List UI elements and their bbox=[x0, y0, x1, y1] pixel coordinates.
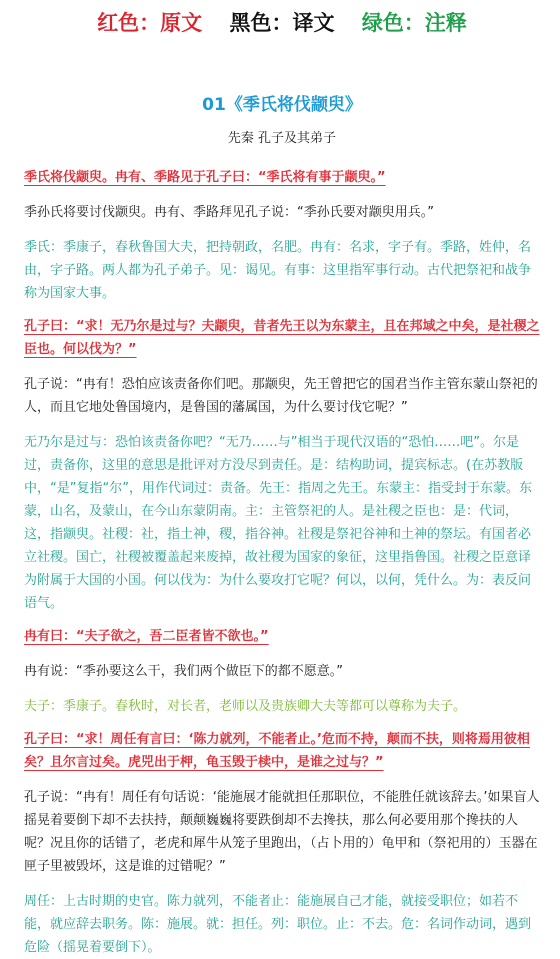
original-text-2: 孔子曰：“求！无乃尔是过与？夫颛臾，昔者先王以为东蒙主，且在邦域之中矣，是社稷之臣也。何以伐为？” bbox=[24, 319, 540, 357]
translation-text-1: 季孙氏将要讨伐颛臾。冉有、季路拜见孔子说：“季孙氏要对颛臾用兵。” bbox=[24, 205, 434, 220]
original-text-3: 冉有曰：“夫子欲之，吾二臣者皆不欲也。” bbox=[24, 629, 269, 644]
translation-text-2: 孔子说：“冉有！恐怕应该责备你们吧。那颛臾，先王曾把它的国君当作主管东蒙山祭祀的人，而且它地处鲁国境内，是鲁国的藩属国，为什么要讨伐它呢？” bbox=[24, 377, 538, 415]
legend-green-annotation: 绿色：注释 bbox=[361, 11, 467, 35]
legend-red-original: 红色：原文 bbox=[97, 11, 203, 35]
original-text-4: 孔子曰：“求！周任有言曰：‘陈力就列，不能者止。’危而不持，颠而不扶，则将焉用彼相矣？且尔言过矣。虎兕出于柙，龟玉毁于椟中，是谁之过与？” bbox=[24, 732, 530, 770]
annotation-text-3: 夫子：季康子。春秋时，对长者，老师以及贵族卿大夫等都可以尊称为夫子。 bbox=[24, 699, 467, 714]
chapter-author: 先秦 孔子及其弟子 bbox=[227, 131, 337, 146]
chapter-title: 01《季氏将伐颛臾》 bbox=[202, 95, 362, 115]
annotation-text-2: 无乃尔是过与：恐怕该责备你吧？“无乃……与”相当于现代汉语的“恐怕……吧”。尔是过，责备你，这里的意思是批评对方没尽到责任。是：结构助词，提宾标志。(在苏教版中，“是”复指“尔”，用作代词过：责备。先王：指周之先王。东蒙主：指受封于东蒙。东蒙，山名，及蒙山，在今山东蒙阴南。主：主管祭祀的人。是社稷之臣也：是：代词，这，指颛臾。社稷：社，指土神，稷，指谷神。社稷是祭祀谷神和土神的祭坛。有国者必立社稷。国亡，社稷被覆盖起来废掉，故社稷为国家的象征，这里指鲁国。社稷之臣意译为附属于大国的小国。何以伐为：为什么要攻打它呢？何以，以何，凭什么。为：表反问语气。 bbox=[24, 435, 532, 611]
annotation-text-1: 季氏：季康子，春秋鲁国大夫，把持朝政，名肥。冉有：名求，字子有。季路，姓仲，名由，字子路。两人都为孔子弟子。见：谒见。有事：这里指军事行动。古代把祭祀和战争称为国家大事。 bbox=[24, 240, 532, 301]
legend-black-translation: 黑色：译文 bbox=[229, 11, 335, 35]
annotation-text-4: 周任：上古时期的史官。陈力就列，不能者止：能施展自己才能，就接受职位；如若不能，就应辞去职务。陈：施展。就：担任。列：职位。止：不去。危：名词作动词，遇到危险（摇晃着要倒下）。 bbox=[24, 894, 532, 955]
color-legend bbox=[24, 0, 540, 46]
translation-text-4: 孔子说：“冉有！周任有句话说：‘能施展才能就担任那职位，不能胜任就该辞去。’如果盲人摇晃着要倒下却不去扶持，颠颠巍巍将要跌倒却不去搀扶，那么何必要用那个搀扶的人呢？况且你的话错了，老虎和犀牛从笼子里跑出，（占卜用的）龟甲和（祭祀用的）玉器在匣子里被毁坏，这是谁的过错呢？” bbox=[24, 790, 540, 874]
original-text-1: 季氏将伐颛臾。冉有、季路见于孔子曰：“季氏将有事于颛臾。” bbox=[24, 170, 386, 185]
translation-text-3: 冉有说：“季孙要这么干，我们两个做臣下的都不愿意。” bbox=[24, 664, 343, 679]
